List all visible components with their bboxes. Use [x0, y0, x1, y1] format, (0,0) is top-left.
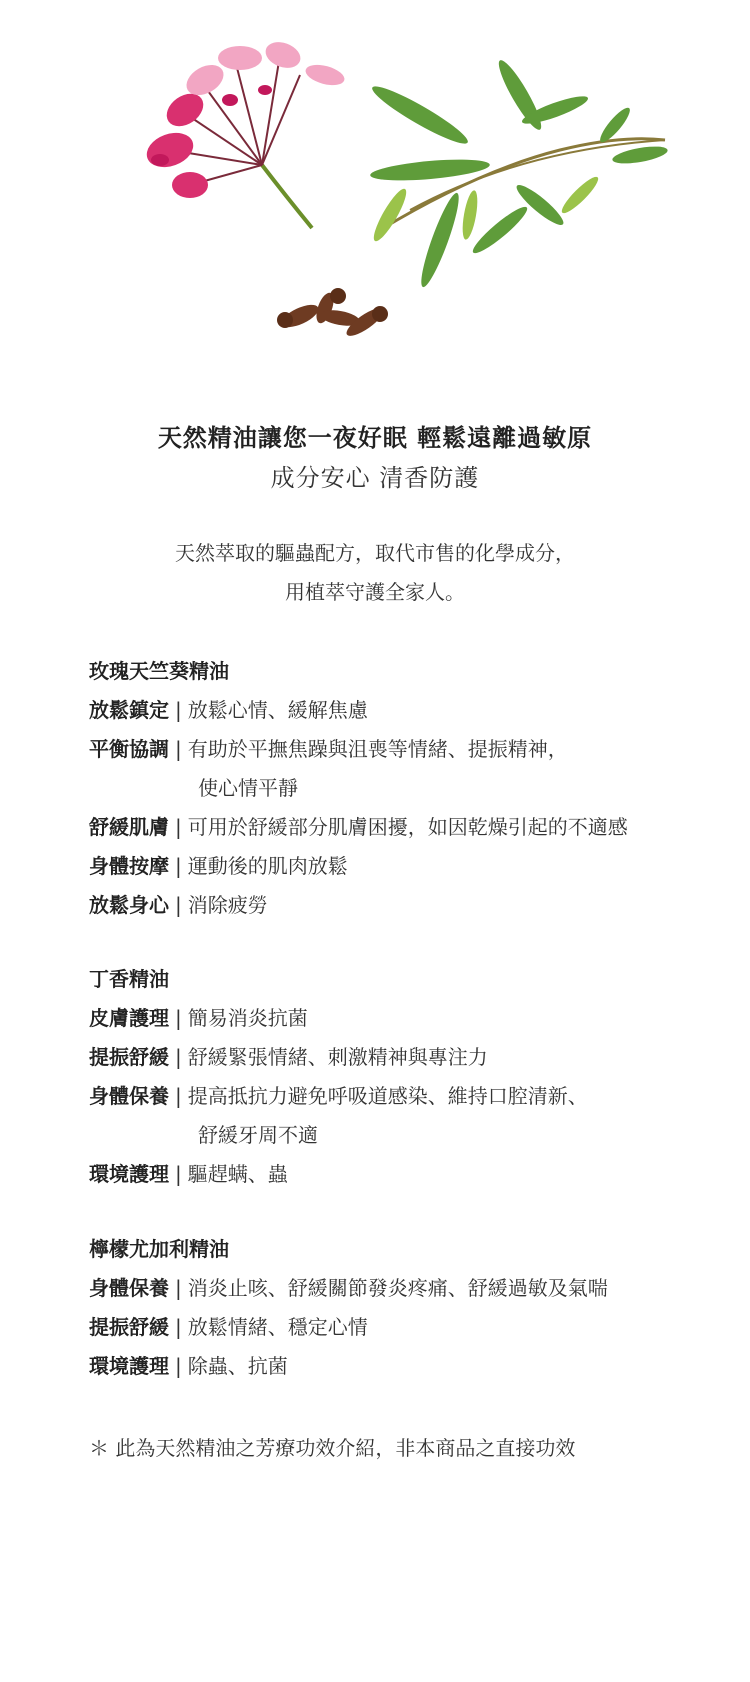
benefit-key: 提振舒緩 — [89, 1045, 169, 1069]
benefit-row — [89, 730, 729, 769]
geranium-flower-icon — [142, 38, 347, 228]
benefit-row — [89, 1155, 729, 1194]
benefit-key: 皮膚護理 — [89, 1006, 169, 1030]
benefit-key: 環境護理 — [89, 1354, 169, 1378]
benefit-row — [89, 886, 729, 925]
separator: | — [175, 1354, 182, 1378]
benefit-value: 舒緩緊張情緒、刺激精神與專注力 — [187, 1045, 488, 1069]
benefit-value: 驅趕螨、蟲 — [187, 1162, 288, 1186]
benefit-row — [89, 808, 729, 847]
headline-subtitle: 成分安心 清香防護 — [270, 464, 480, 492]
benefit-row — [89, 1308, 729, 1347]
section-title: 丁香精油 — [89, 967, 169, 991]
eucalyptus-branch-icon — [368, 56, 669, 289]
section-title: 玫瑰天竺葵精油 — [89, 659, 229, 683]
clove-icon — [277, 288, 388, 340]
benefit-value: 消除疲勞 — [187, 893, 268, 917]
benefit-key: 放鬆鎮定 — [89, 698, 169, 722]
benefit-row-continued — [89, 769, 729, 808]
benefit-value: 簡易消炎抗菌 — [187, 1006, 308, 1030]
hero-illustration — [0, 0, 750, 360]
benefit-value: 提高抵抗力避免呼吸道感染、維持口腔清新、 — [187, 1084, 588, 1108]
benefit-value: 放鬆心情、緩解焦慮 — [187, 698, 368, 722]
benefit-value: 除蟲、抗菌 — [187, 1354, 288, 1378]
section-lemon-eucalyptus — [89, 1230, 729, 1386]
benefit-value: 有助於平撫焦躁與沮喪等情緒、提振精神， — [187, 737, 568, 761]
separator: | — [175, 737, 182, 761]
benefit-row — [89, 999, 729, 1038]
benefit-value: 消炎止咳、舒緩關節發炎疼痛、舒緩過敏及氣喘 — [187, 1276, 608, 1300]
headline-title: 天然精油讓您一夜好眠 輕鬆遠離過敏原 — [157, 424, 593, 452]
separator: | — [175, 815, 182, 839]
benefit-row — [89, 847, 729, 886]
separator: | — [175, 1276, 182, 1300]
benefit-value: 放鬆情緒、穩定心情 — [187, 1315, 368, 1339]
benefit-key: 舒緩肌膚 — [89, 815, 169, 839]
separator: | — [175, 1045, 182, 1069]
benefit-key: 身體保養 — [89, 1276, 169, 1300]
benefit-value: 運動後的肌肉放鬆 — [187, 854, 348, 878]
benefit-key: 放鬆身心 — [89, 893, 169, 917]
benefit-key: 環境護理 — [89, 1162, 169, 1186]
separator: | — [175, 854, 182, 878]
separator: | — [175, 1006, 182, 1030]
section-title: 檸檬尤加利精油 — [89, 1237, 229, 1261]
separator: | — [175, 1084, 182, 1108]
benefit-row — [89, 1269, 729, 1308]
benefit-row — [89, 691, 729, 730]
separator: | — [175, 1162, 182, 1186]
disclaimer-note: ＊ 此為天然精油之芳療功效介紹，非本商品之直接功效 — [89, 1436, 576, 1460]
benefit-row-continued — [89, 1116, 729, 1155]
section-clove — [89, 960, 729, 1194]
benefit-key: 身體保養 — [89, 1084, 169, 1108]
separator: | — [175, 893, 182, 917]
benefit-value: 使心情平靜 — [198, 776, 298, 800]
benefit-key: 平衡協調 — [89, 737, 169, 761]
separator: | — [175, 1315, 182, 1339]
separator: | — [175, 698, 182, 722]
benefit-key: 提振舒緩 — [89, 1315, 169, 1339]
benefit-row — [89, 1038, 729, 1077]
benefit-value: 可用於舒緩部分肌膚困擾，如因乾燥引起的不適感 — [187, 815, 628, 839]
benefit-key: 身體按摩 — [89, 854, 169, 878]
intro-line-2: 用植萃守護全家人。 — [285, 580, 465, 604]
intro-line-1: 天然萃取的驅蟲配方，取代市售的化學成分， — [175, 541, 575, 565]
benefit-row — [89, 1077, 729, 1116]
section-rose-geranium — [89, 652, 729, 925]
benefit-row — [89, 1347, 729, 1386]
benefit-value: 舒緩牙周不適 — [198, 1123, 318, 1147]
